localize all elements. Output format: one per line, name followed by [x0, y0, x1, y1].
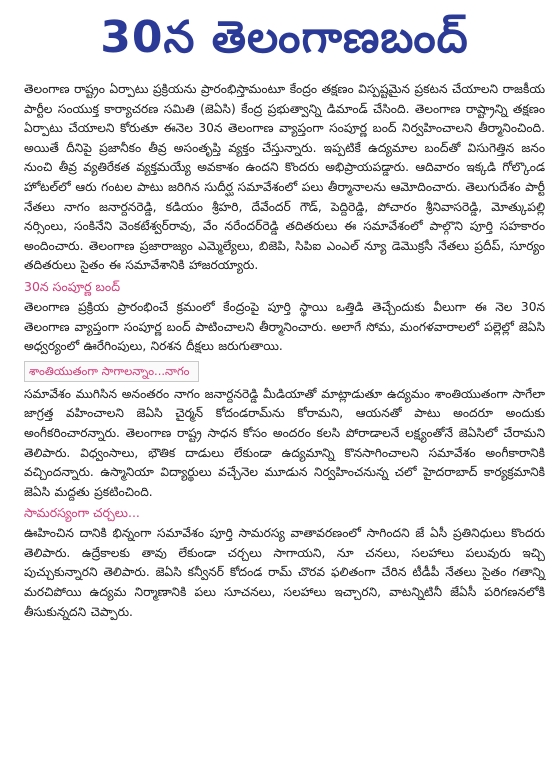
subheading-harmony: సామరస్యంగా చర్చలు... — [24, 505, 140, 521]
paragraph-harmony: ఊహించిన దానికి భిన్నంగా సమావేశం పూర్తి సామరస్య వాతావరణంలో సాగిందని జే ఏసీ ప్రతినిధులు కొందరు తెలిపారు. ఉద్రేకాలకు తావు లేకుండా చర్చలు సాగాయని, నూ చనలు, సలహాలు పలువురు ఇచ్చి పుచ్చుకున్నారని తెలిపారు. జెఏసి కన్వీనర్ కోదండ రామ్ చొరవ ఫలితంగా చేరిన టీడీపీ నేతలు సైతం గతాన్ని మరచిపోయి ఉద్యమ నిర్మాణానికి పలు సూచనలు, సలహాలు ఇచ్చారని, వాటన్నిటినీ జేఏసీ పరిగణనలోకి తీసుకున్నదని చెప్పారు. — [24, 526, 545, 619]
subheading-bandh: 30న సంపూర్ణ బంద్ — [24, 278, 121, 294]
paragraph-intro: తెలంగాణ రాష్ట్రం ఏర్పాటు ప్రక్రియను ప్రారంభిస్తామంటూ కేంద్రం తక్షణం విస్పష్టమైన ప్రకటన చేయాలని రాజకీయ పార్టీల సంయుక్త కార్యాచరణ సమితి (జెఏసి) కేంద్ర ప్రభుత్వాన్ని డిమాండ్ చేసింది. తెలంగాణ రాష్ట్రాన్ని తక్షణం ఏర్పాటు చేయాలని కోరుతూ ఈనెల 30న తెలంగాణ వ్యాప్తంగా సంపూర్ణ బంద్ నిర్వహించాలని తీర్మానించింది. అయితే దీనిపై ప్రజానీకం తీవ్ర అసంతృప్తి వ్యక్తం చేస్తున్నారు. ఇప్పటికే ఉద్యమాల బంద్‌తో విసుగెత్తిన జనం నుంచి తీవ్ర వ్యతిరేకత వ్యక్తమయ్యే అవకాశం ఉందని కొందరు అభిప్రాయపడ్డారు. ఆదివారం ఇక్కడి గోల్కొండ హోటల్‌లో ఆరు గంటల పాటు జరిగిన సుదీర్ఘ సమావేశంలో పలు తీర్మానాలను ఆమోదించారు. తెలుగుదేశం పార్టీ నేతలు నాగం జనార్దనరెడ్డి, కడియం శ్రీహరి, దేవేందర్ గౌడ్, పెద్దిరెడ్డి, పోచారం శ్రీనివాసరెడ్డి, మోత్కుపల్లి నర్సింలు, సంకినేని వెంకటేశ్వర్‌రావు, వేం నరేందర్‌రెడ్డి తదితరులు ఈ సమావేశంలో పాల్గొని పూర్తి సహకారం అందించారు. తెలంగాణ ప్రజారాజ్యం ఎమ్మెల్యేలు, బిజెపి, సిపిఐ ఎంఎల్ న్యూ డెమొక్రసీ నేతలు ప్రదీప్, సూర్యం తదితరులు సైతం ఈ సమావేశానికి హాజరయ్యారు. — [24, 82, 545, 273]
headline: 30న తెలంగాణబంద్ — [100, 12, 469, 63]
subheading-peaceful: శాంతియుతంగా సాగాలన్నాం...నాగం — [24, 361, 199, 382]
paragraph-bandh: తెలంగాణ ప్రక్రియ ప్రారంభించే క్రమంలో కేంద్రంపై పూర్తి స్థాయి ఒత్తిడి తెచ్చేందుకు వీలుగా ఈ నెల 30న తెలంగాణ వ్యాప్తంగా సంపూర్ణ బంద్ పాటించాలని తీర్మానించారు. అలాగే సోమ, మంగళవారాలలో పల్లెల్లో జెఏసి అధ్వర్యంలో ఊరేగింపులు, నిరశన దీక్షలు జరుగుతాయి. — [24, 299, 545, 354]
paragraph-peaceful: సమావేశం ముగిసిన అనంతరం నాగం జనార్దనరెడ్డి మీడియాతో మాట్లాడుతూ ఉద్యమం శాంతియుతంగా సాగేలా జాగ్రత్త వహించాలని జెఏసి చైర్మన్ కోదండరామ్‌ను కోరామని, ఆయనతో పాటు అందరూ అందుకు అంగీకరించారన్నారు. తెలంగాణ రాష్ట్ర సాధన కోసం అందరం కలసి పోరాడాలనే లక్ష్యంతోనే జెఏసిలో చేరామని తెలిపారు. విధ్వంసాలు, భౌతిక దాడులు లేకుండా ఉద్యమాన్ని కొనసాగించాలని సమావేశం అంగీకారానికి వచ్చిందన్నారు. ఉస్మానియా విద్యార్థులు వచ్చేనెల మూడున నిర్వహించనున్న చలో హైదరాబాద్ కార్యక్రమానికి జెఏసి మద్దతు ప్రకటించింది. — [24, 386, 545, 499]
